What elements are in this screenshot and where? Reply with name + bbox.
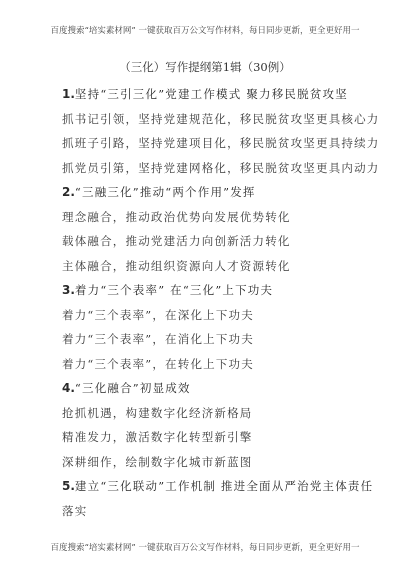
outline-line xyxy=(62,307,254,323)
section-heading xyxy=(62,282,273,298)
outline-line xyxy=(62,209,291,225)
outline-line xyxy=(62,135,380,151)
section-heading xyxy=(62,86,348,102)
outline-line xyxy=(62,331,254,347)
section-heading xyxy=(62,478,373,494)
section-number: 3. xyxy=(62,283,75,297)
line-text: 建立“三化联动”工作机制 推进全面从严治党主体责任 xyxy=(74,479,374,493)
outline-line xyxy=(62,454,253,470)
section-heading xyxy=(62,380,191,396)
outline-line xyxy=(62,356,254,372)
line-text: 主体融合，推动组织资源向人才资源转化 xyxy=(62,258,291,273)
section-number: 1. xyxy=(62,87,75,101)
section-number: 2. xyxy=(62,185,75,199)
outline-line xyxy=(62,503,87,519)
line-text: 着力“三个表率”，在消化上下功夫 xyxy=(62,332,254,346)
outline-line xyxy=(62,429,253,445)
header-banner: 百度搜索“培实素材网” 一键获取百万公文写作材料，每日同步更新，更全更好用一 xyxy=(50,26,360,36)
section-heading xyxy=(62,184,256,200)
line-text: 着力“三个表率”，在深化上下功夫 xyxy=(62,307,254,322)
outline-line xyxy=(62,111,380,127)
line-text: 落实 xyxy=(62,503,88,518)
line-text: 深耕细作，绘制数字化城市新蓝图 xyxy=(62,454,253,469)
line-text: “三化融合”初显成效 xyxy=(74,381,191,395)
line-text: 抢抓机遇，构建数字化经济新格局 xyxy=(62,405,253,420)
line-text: 精准发力，激活数字化转型新引擎 xyxy=(62,430,253,444)
section-number: 5. xyxy=(62,479,75,493)
line-text: 抓党员引第，坚持党建网格化，移民脱贫攻坚更具内动力 xyxy=(62,160,380,175)
document-title: （三化）写作提纲第1辑（30例） xyxy=(119,60,291,74)
line-text: 理念融合，推动政治优势向发展优势转化 xyxy=(62,209,291,224)
outline-line xyxy=(62,258,291,274)
section-number: 4. xyxy=(62,381,75,395)
line-text: 着力“三个表率” 在“三化”上下功夫 xyxy=(74,283,274,297)
line-text: 载体融合，推动党建活力向创新活力转化 xyxy=(62,234,291,248)
outline-line xyxy=(62,233,291,249)
line-text: 着力“三个表率”，在转化上下功夫 xyxy=(62,356,254,371)
footer-banner: 百度搜索“培实素材网” 一键获取百万公文写作材料，每日同步更新，更全更好用一 xyxy=(50,543,360,553)
outline-line xyxy=(62,405,253,421)
line-text: 抓书记引领，坚持党建规范化，移民脱贫攻坚更具核心力 xyxy=(62,111,380,126)
line-text: 坚持“三引三化”党建工作模式 聚力移民脱贫攻坚 xyxy=(74,87,348,101)
outline-line xyxy=(62,160,380,176)
line-text: “三融三化”推动“两个作用”发挥 xyxy=(74,185,256,199)
line-text: 抓班子引路，坚持党建项目化，移民脱贫攻坚更具持续力 xyxy=(62,136,380,150)
